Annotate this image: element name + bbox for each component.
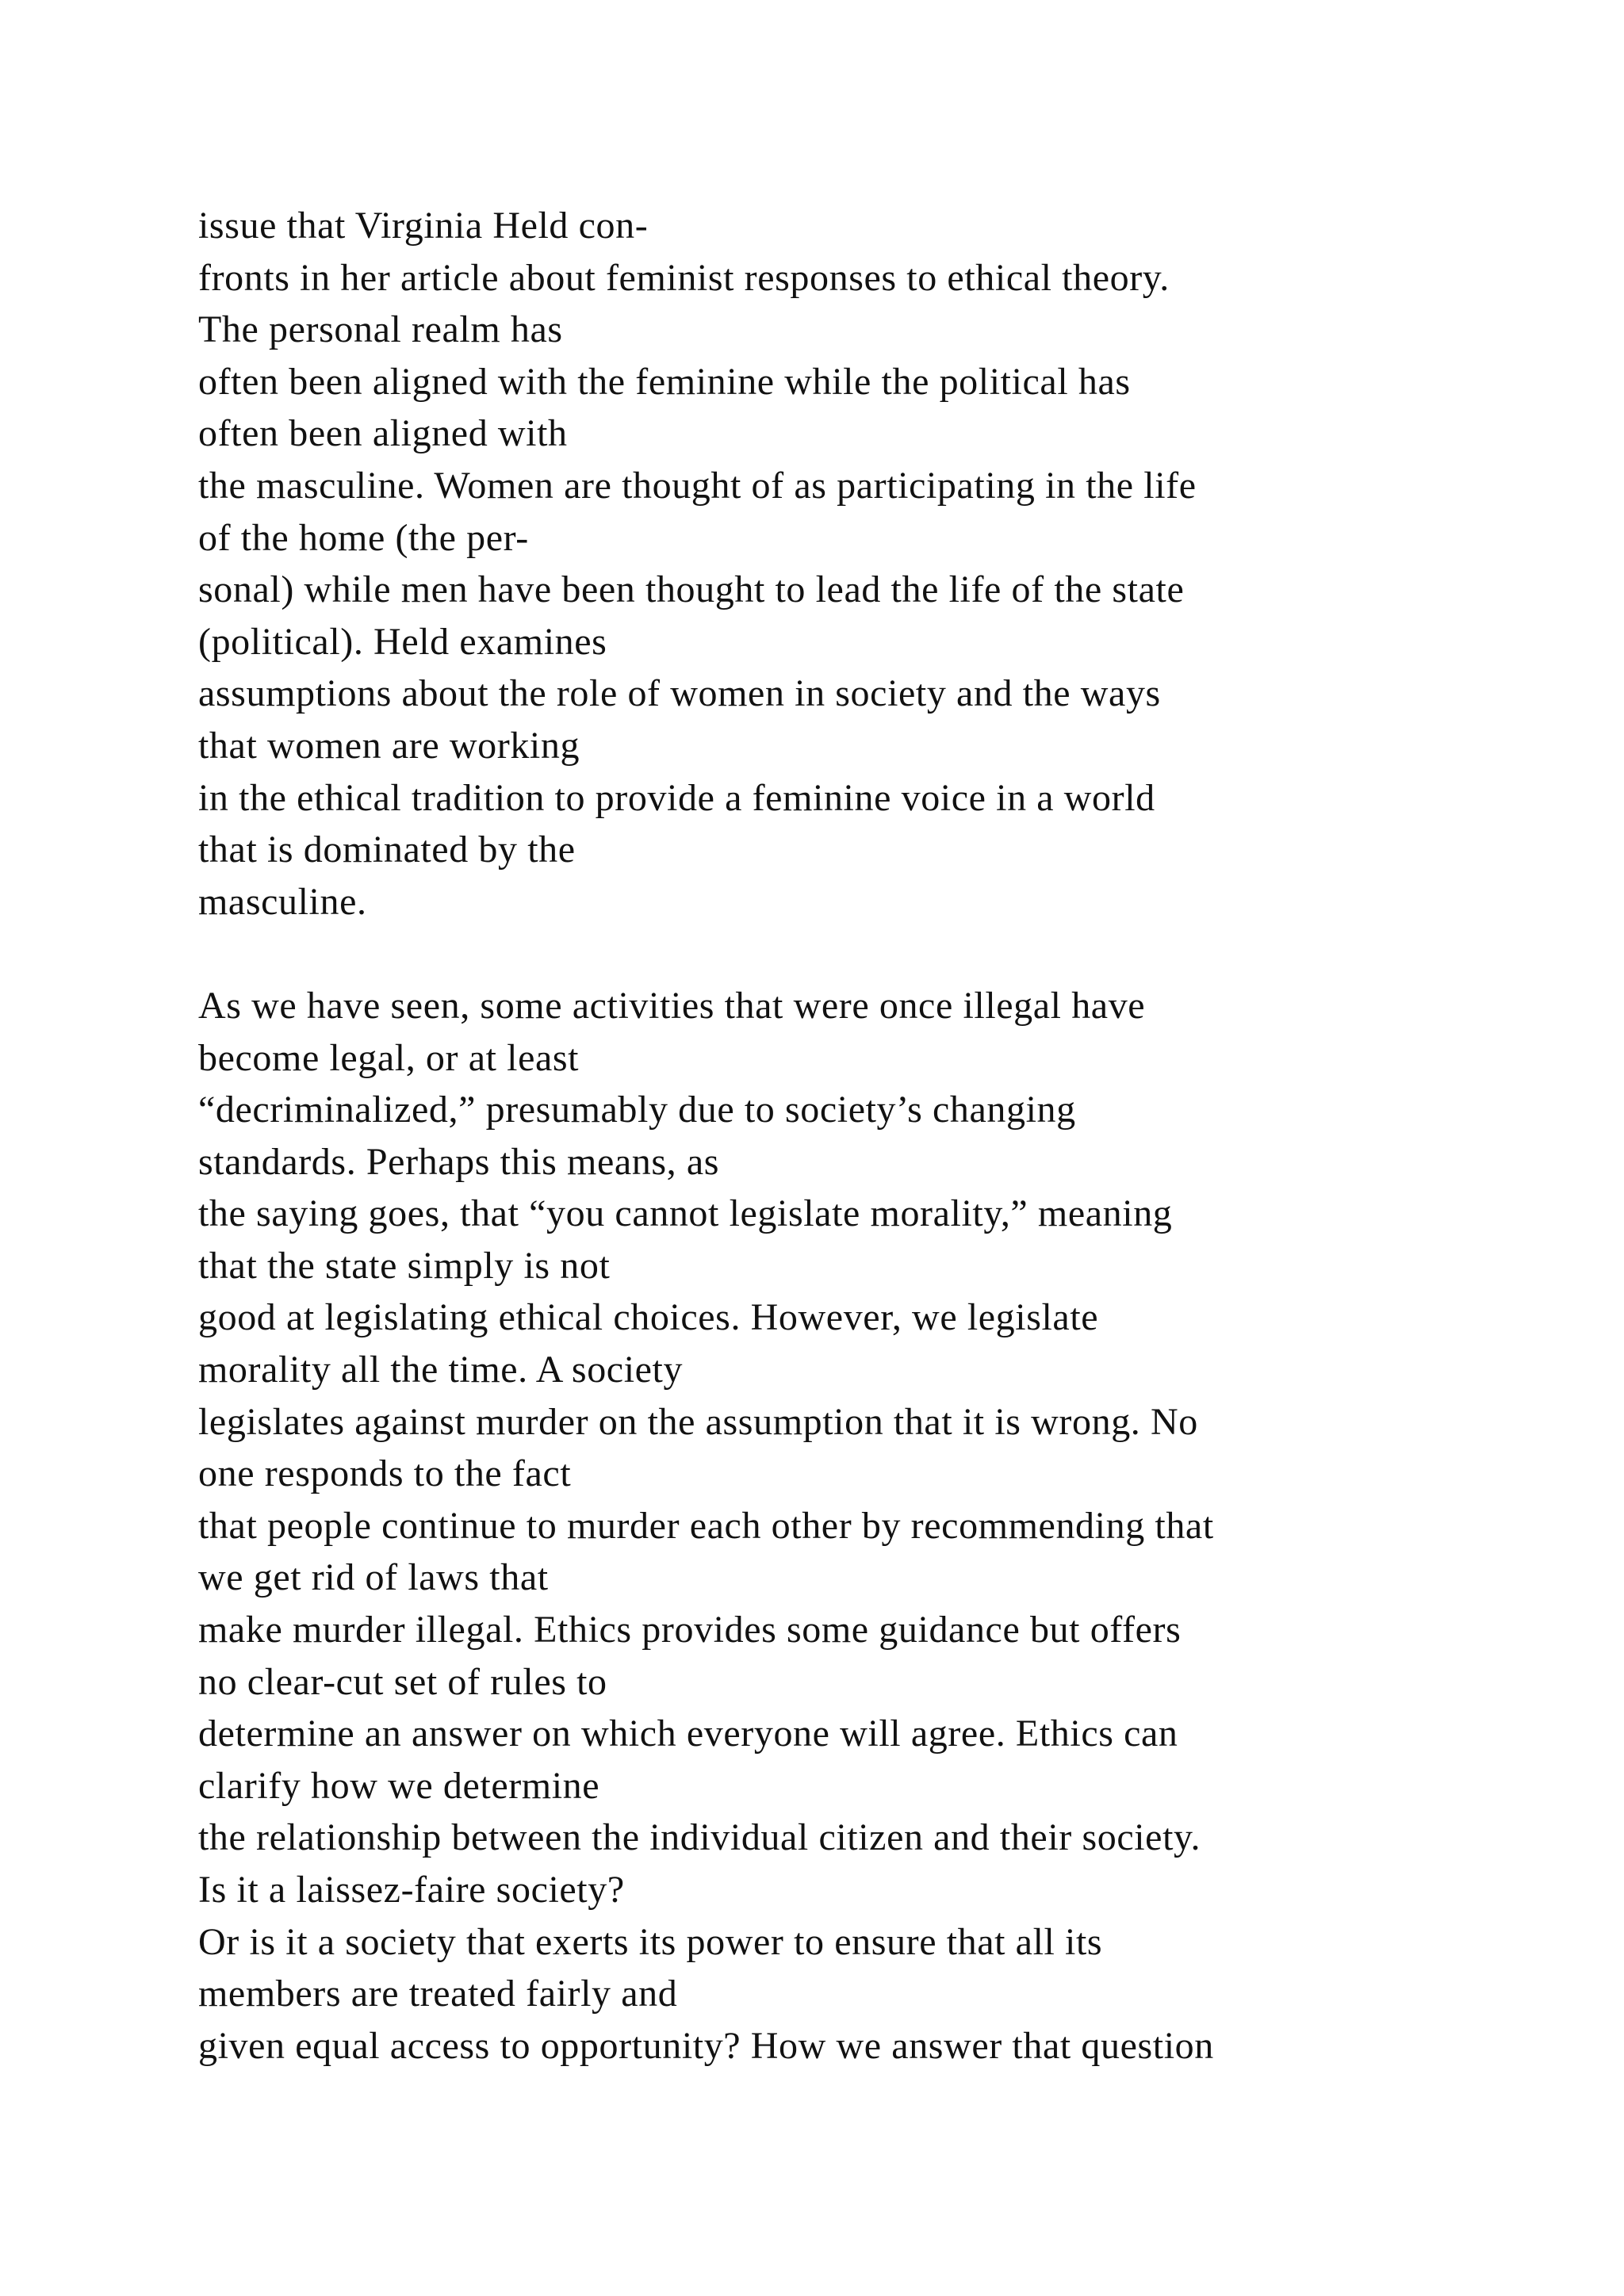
text-line: that people continue to murder each other by recommending that <box>198 1504 1214 1547</box>
text-line: determine an answer on which everyone will agree. Ethics can <box>198 1712 1178 1755</box>
text-line: morality all the time. A society <box>198 1349 684 1391</box>
text-line: masculine. <box>198 880 367 923</box>
text-line: The personal realm has <box>198 308 563 351</box>
text-line: often been aligned with <box>198 412 568 455</box>
text-line: As we have seen, some activities that were once illegal have <box>198 984 1146 1027</box>
text-line: issue that Virginia Held con- <box>198 205 649 247</box>
text-line: given equal access to opportunity? How we answer that question <box>198 2024 1214 2067</box>
text-line: clarify how we determine <box>198 1764 600 1807</box>
text-line: assumptions about the role of women in society and the ways <box>198 672 1161 715</box>
text-line: that the state simply is not <box>198 1244 611 1287</box>
text-line: “decriminalized,” presumably due to society’s changing <box>198 1089 1076 1131</box>
document-body <box>198 200 1594 2072</box>
text-line: of the home (the per- <box>198 516 529 559</box>
text-line: no clear-cut set of rules to <box>198 1660 607 1703</box>
text-line: the masculine. Women are thought of as participating in the life <box>198 464 1197 507</box>
text-line: legislates against murder on the assumption that it is wrong. No <box>198 1400 1198 1443</box>
text-line: members are treated fairly and <box>198 1973 678 2015</box>
text-line: Is it a laissez-faire society? <box>198 1869 625 1911</box>
paragraph-2 <box>198 980 1594 2072</box>
text-line: Or is it a society that exerts its power to ensure that all its <box>198 1920 1103 1963</box>
text-line: that is dominated by the <box>198 828 576 871</box>
text-line: become legal, or at least <box>198 1036 580 1079</box>
text-line: good at legislating ethical choices. However, we legislate <box>198 1296 1099 1339</box>
text-line: one responds to the fact <box>198 1452 572 1495</box>
text-line: often been aligned with the feminine while the political has <box>198 360 1131 403</box>
text-line: fronts in her article about feminist responses to ethical theory. <box>198 256 1170 299</box>
paragraph-break <box>198 928 1594 980</box>
text-line: sonal) while men have been thought to lead the life of the state <box>198 568 1185 611</box>
text-line: make murder illegal. Ethics provides some guidance but offers <box>198 1609 1182 1651</box>
text-line: (political). Held examines <box>198 620 607 663</box>
text-line: in the ethical tradition to provide a feminine voice in a world <box>198 776 1155 819</box>
text-line: we get rid of laws that <box>198 1556 549 1599</box>
paragraph-1 <box>198 200 1594 928</box>
text-line: that women are working <box>198 724 580 767</box>
text-line: the relationship between the individual citizen and their society. <box>198 1816 1201 1859</box>
text-line: standards. Perhaps this means, as <box>198 1140 720 1183</box>
text-line: the saying goes, that “you cannot legislate morality,” meaning <box>198 1192 1173 1235</box>
